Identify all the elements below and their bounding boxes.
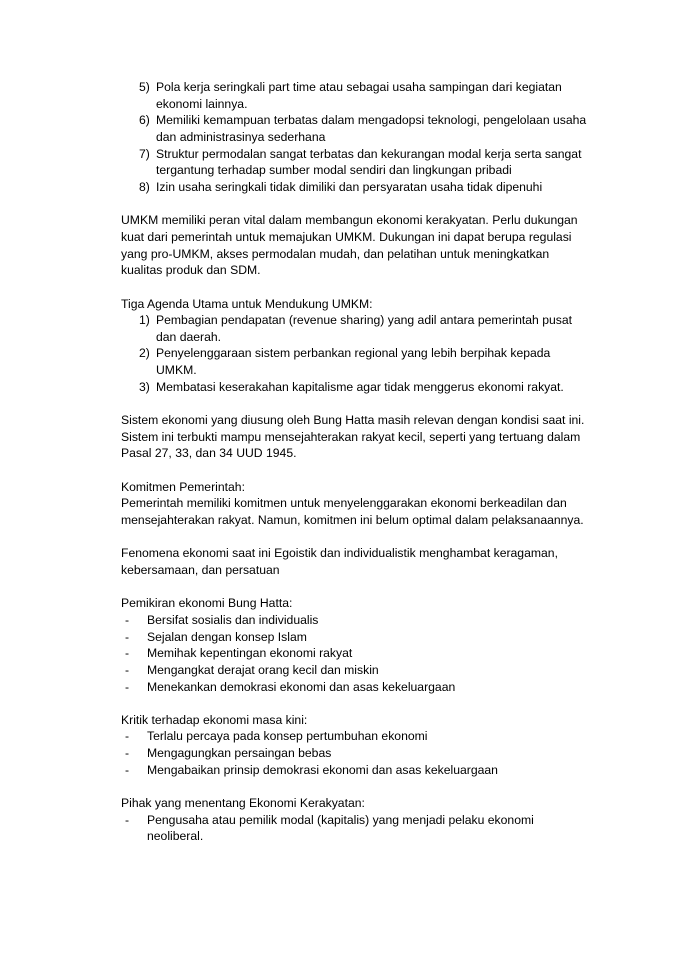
list-item-text: Membatasi keserakahan kapitalisme agar tidak menggerus ekonomi rakyat.: [156, 379, 564, 394]
list-item: [121, 645, 591, 662]
list-item-marker: -: [125, 629, 130, 644]
section-heading-tiga-agenda: Tiga Agenda Utama untuk Mendukung UMKM:: [121, 296, 373, 311]
section-pemikiran-hatta: [121, 595, 591, 695]
document-content: [121, 79, 591, 845]
list-item: [121, 612, 591, 629]
list-item-marker: -: [125, 612, 130, 627]
list-item-marker: 3): [139, 379, 150, 394]
paragraph-umkm-role: UMKM memiliki peran vital dalam membangun ekonomi kerakyatan. Perlu dukungan kuat dari pemerintah untuk memajukan UMKM. Dukungan ini dapat berupa regulasi yang pro-UMKM, akses permodalan mudah, dan pelatihan untuk meningkatkan kualitas produk dan SDM.: [121, 213, 578, 278]
list-item: [121, 629, 591, 646]
list-item: [121, 679, 591, 696]
list-item: [121, 312, 591, 345]
list-item: [121, 79, 591, 112]
list-item-text: Bersifat sosialis dan individualis: [147, 612, 319, 627]
list-item: [121, 728, 591, 745]
list-item-text: Memiliki kemampuan terbatas dalam mengadopsi teknologi, pengelolaan usaha dan administrasinya sederhana: [156, 113, 587, 144]
section-kritik-ekonomi: [121, 712, 591, 779]
section-heading-pihak: Pihak yang menentang Ekonomi Kerakyatan:: [121, 796, 365, 811]
list-item-text: Pola kerja seringkali part time atau sebagai usaha sampingan dari kegiatan ekonomi lainnya.: [156, 80, 562, 111]
list-item-marker: 8): [139, 179, 150, 194]
list-item-text: Struktur permodalan sangat terbatas dan kekurangan modal kerja serta sangat tergantung terhadap sumber modal sendiri dan lingkungan pribadi: [156, 146, 582, 178]
list-item-marker: -: [125, 646, 130, 661]
paragraph-sistem-ekonomi: Sistem ekonomi yang diusung oleh Bung Hatta masih relevan dengan kondisi saat ini. Sistem ini terbukti mampu mensejahterakan rakyat kecil, seperti yang tertuang dalam Pasal 27, 33, dan 34 UUD 1945.: [121, 413, 585, 461]
list-umkm-characteristics: [121, 79, 591, 196]
list-item-marker: -: [125, 662, 130, 677]
section-pihak-menentang: [121, 795, 591, 845]
list-item-marker: -: [125, 762, 130, 777]
section-komitmen-pemerintah: [121, 479, 591, 529]
list-item-marker: 6): [139, 113, 150, 128]
section-heading-komitmen: Komitmen Pemerintah:: [121, 479, 245, 494]
list-item: [121, 179, 591, 196]
list-item: [121, 812, 591, 845]
paragraph-komitmen: Pemerintah memiliki komitmen untuk menyelenggarakan ekonomi berkeadilan dan mensejahterakan rakyat. Namun, komitmen ini belum optimal dalam pelaksanaannya.: [121, 496, 584, 527]
list-item-text: Mengabaikan prinsip demokrasi ekonomi dan asas kekeluargaan: [147, 762, 498, 777]
section-heading-pemikiran: Pemikiran ekonomi Bung Hatta:: [121, 596, 293, 611]
list-item-marker: -: [125, 812, 130, 827]
list-item-marker: 1): [139, 313, 150, 328]
list-item-text: Mengagungkan persaingan bebas: [147, 746, 332, 761]
list-item: [121, 762, 591, 779]
list-item-text: Mengangkat derajat orang kecil dan miskin: [147, 662, 379, 677]
list-item: [121, 662, 591, 679]
section-heading-kritik: Kritik terhadap ekonomi masa kini:: [121, 712, 308, 727]
list-item: [121, 345, 591, 378]
list-item: [121, 379, 591, 396]
list-item-text: Pembagian pendapatan (revenue sharing) yang adil antara pemerintah pusat dan daerah.: [156, 313, 573, 344]
list-item: [121, 745, 591, 762]
paragraph-fenomena-ekonomi: Fenomena ekonomi saat ini Egoistik dan individualistik menghambat keragaman, kebersamaan, dan persatuan: [121, 546, 558, 577]
list-item-marker: -: [125, 729, 130, 744]
list-item-marker: 5): [139, 80, 150, 94]
section-tiga-agenda: [121, 296, 591, 396]
list-item-marker: -: [125, 679, 130, 694]
list-item-marker: 7): [139, 146, 150, 161]
list-item-marker: 2): [139, 346, 150, 361]
list-item-text: Pengusaha atau pemilik modal (kapitalis) yang menjadi pelaku ekonomi neoliberal.: [147, 812, 534, 844]
list-item-text: Sejalan dengan konsep Islam: [147, 629, 307, 644]
list-item-text: Izin usaha seringkali tidak dimiliki dan persyaratan usaha tidak dipenuhi: [156, 179, 543, 194]
list-item-text: Terlalu percaya pada konsep pertumbuhan ekonomi: [147, 729, 428, 744]
list-item: [121, 146, 591, 179]
list-item-text: Penyelenggaraan sistem perbankan regional yang lebih berpihak kepada UMKM.: [156, 346, 551, 378]
list-item-text: Memihak kepentingan ekonomi rakyat: [147, 646, 353, 661]
list-item-marker: -: [125, 746, 130, 761]
list-item-text: Menekankan demokrasi ekonomi dan asas kekeluargaan: [147, 679, 456, 694]
list-item: [121, 112, 591, 145]
